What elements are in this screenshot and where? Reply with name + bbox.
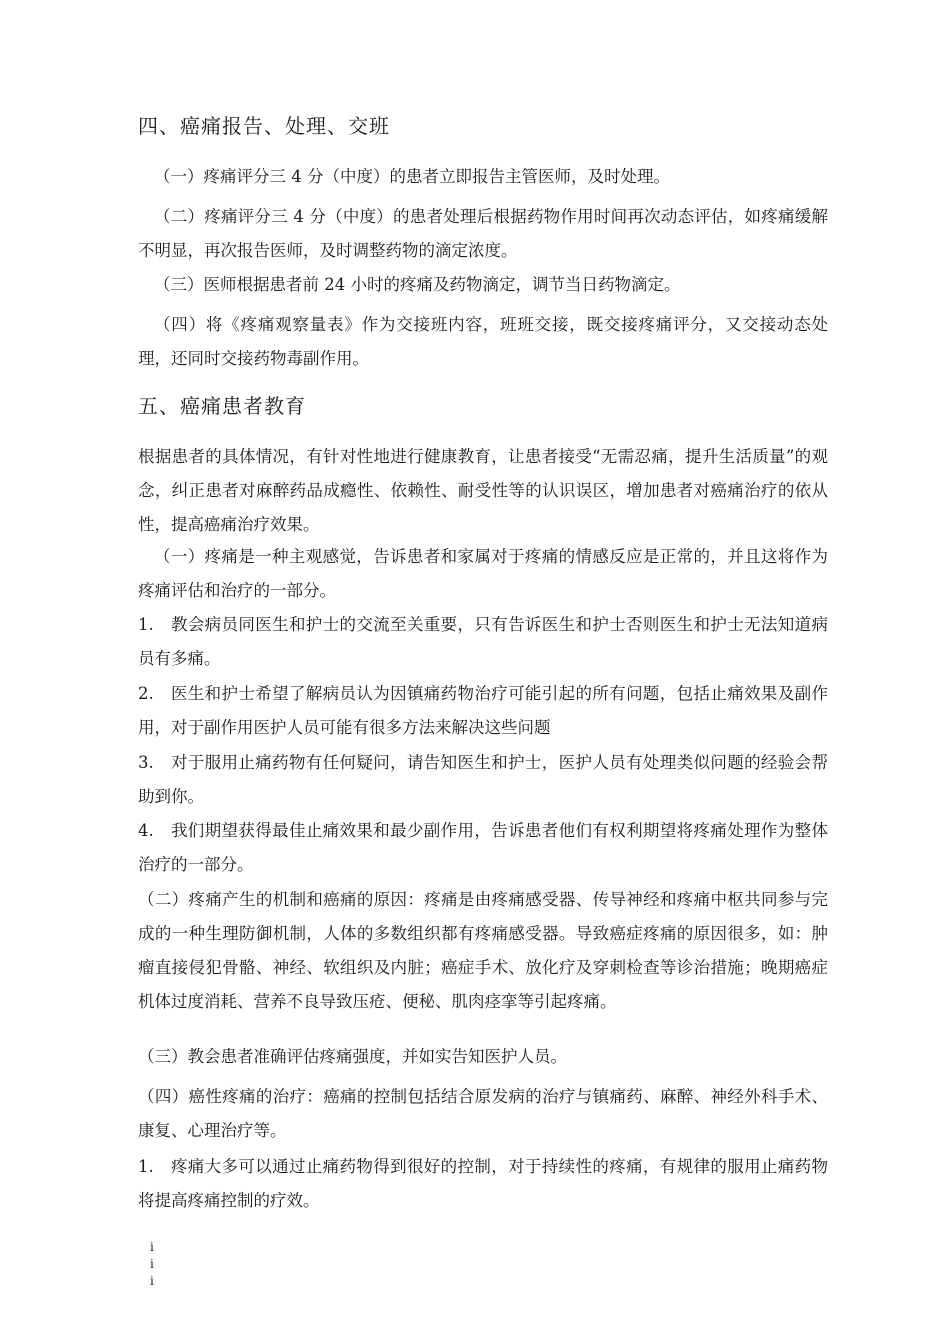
- footer-mark: i: [150, 1274, 154, 1288]
- section-5-item-2: （二）疼痛产生的机制和癌痛的原因：疼痛是由疼痛感受器、传导神经和疼痛中枢共同参与完成的一种生理防御机制，人体的多数组织都有疼痛感受器。导致癌症疼痛的原因很多，如：肿瘤直接侵犯骨骼、神经、软组织及内脏；癌症手术、放化疗及穿刺检查等诊治措施；晚期癌症机体过度消耗、营养不良导致压疮、便秘、肌肉痉挛等引起疼痛。: [138, 890, 828, 1011]
- section-5-sub-4: 4. 我们期望获得最佳止痛效果和最少副作用，告诉患者他们有权利期望将疼痛处理作为整体治疗的一部分。: [138, 821, 828, 874]
- section-4-item-2: （二）疼痛评分三 4 分（中度）的患者处理后根据药物作用时间再次动态评估，如疼痛缓解不明显，再次报告医师，及时调整药物的滴定浓度。: [138, 207, 828, 260]
- section-5-sub-1: 1. 教会病员同医生和护士的交流至关重要，只有告诉医生和护士否则医生和护士无法知道病员有多痛。: [138, 615, 828, 668]
- section-4-title: 四、癌痛报告、处理、交班: [138, 114, 390, 138]
- footer-mark: i: [150, 1240, 154, 1254]
- section-5-item-3: （三）教会患者准确评估疼痛强度，并如实告知医护人员。: [138, 1047, 567, 1066]
- section-4-item-1: （一）疼痛评分三 4 分（中度）的患者立即报告主管医师，及时处理。: [154, 167, 670, 186]
- footer-mark: i: [150, 1257, 154, 1271]
- section-4-item-4: （四）将《疼痛观察量表》作为交接班内容，班班交接，既交接疼痛评分，又交接动态处理，还同时交接药物毒副作用。: [138, 315, 828, 368]
- section-5-sub-5: 1. 疼痛大多可以通过止痛药物得到很好的控制，对于持续性的疼痛，有规律的服用止痛药物将提高疼痛控制的疗效。: [138, 1157, 828, 1210]
- section-5-sub-3: 3. 对于服用止痛药物有任何疑问，请告知医生和护士，医护人员有处理类似问题的经验会帮助到你。: [138, 753, 828, 806]
- section-5-item-4: （四）癌性疼痛的治疗：癌痛的控制包括结合原发病的治疗与镇痛药、麻醉、神经外科手术、康复、心理治疗等。: [138, 1087, 828, 1140]
- section-5-sub-2: 2. 医生和护士希望了解病员认为因镇痛药物治疗可能引起的所有问题，包括止痛效果及副作用，对于副作用医护人员可能有很多方法来解决这些问题: [138, 684, 828, 737]
- section-5-item-1: （一）疼痛是一种主观感觉，告诉患者和家属对于疼痛的情感反应是正常的，并且这将作为疼痛评估和治疗的一部分。: [138, 547, 828, 600]
- section-5-intro: 根据患者的具体情况，有针对性地进行健康教育，让患者接受“无需忍痛，提升生活质量”的观念，纠正患者对麻醉药品成瘾性、依赖性、耐受性等的认识误区，增加患者对癌痛治疗的依从性，提高癌痛治疗效果。: [138, 447, 828, 534]
- section-5-title: 五、癌痛患者教育: [138, 394, 306, 418]
- section-4-item-3: （三）医师根据患者前 24 小时的疼痛及药物滴定，调节当日药物滴定。: [154, 275, 681, 294]
